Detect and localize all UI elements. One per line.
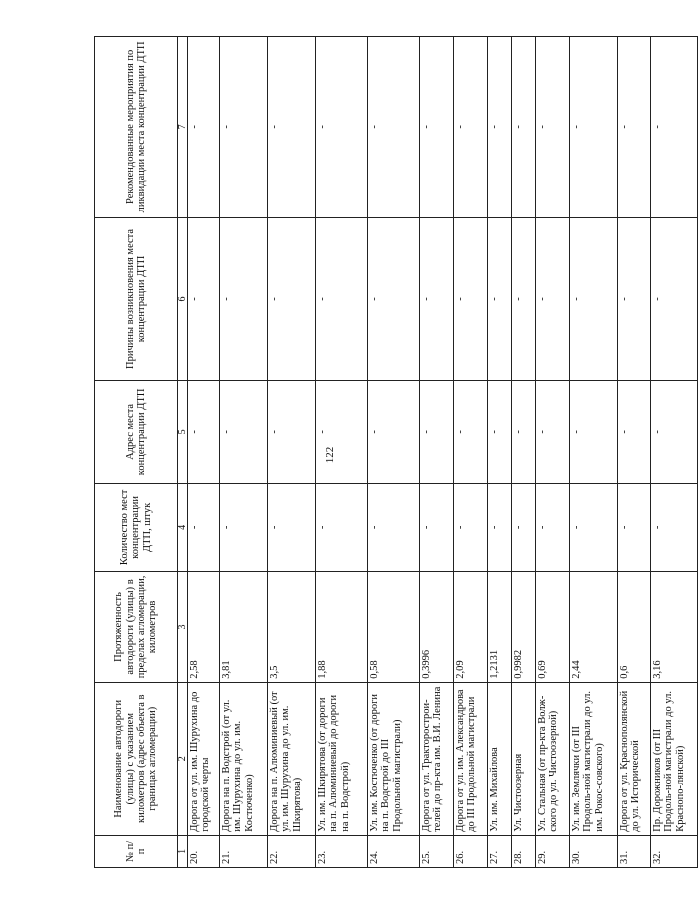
road-name-cell: Дорога от ул. им. Александрова до III Продольной магистрали [454,682,488,835]
accident-causes-cell: - [268,217,316,380]
road-name-cell: Дорога на п. Водстрой (от ул. им. Шурухина до ул. им. Костюченко) [220,682,268,835]
row-number-cell: 20. [188,835,220,867]
header-address: Адрес места концентрации ДТП [95,381,178,483]
table-row [488,37,512,868]
road-name-cell: Дорога от ул. им. Шурухина до городской черты [188,682,220,835]
table-row [651,37,698,868]
accident-count-cell: - [368,483,420,572]
header-number: № п/п [95,835,178,867]
row-number-cell: 24. [368,835,420,867]
table-row [220,37,268,868]
page-number: 122 [324,446,336,464]
accident-count-cell: - [316,483,368,572]
accident-causes-cell: - [368,217,420,380]
accident-count-cell: - [570,483,618,572]
accident-count-cell: - [188,483,220,572]
accident-count-cell: - [420,483,454,572]
accident-address-cell: - [618,381,651,483]
column-number: 7 [178,37,188,218]
road-length-cell: 3,5 [268,572,316,682]
accident-causes-cell: - [188,217,220,380]
accident-causes-cell: - [512,217,536,380]
accident-count-cell: - [651,483,698,572]
row-number-cell: 32. [651,835,698,867]
header-count: Количество мест концентрации ДТП, штук [95,483,178,572]
accident-causes-cell: - [454,217,488,380]
road-name-cell: Пр. Дорожников (от III Продоль-ной магистрали до ул. Краснопо-лянской) [651,682,698,835]
accident-causes-cell: - [618,217,651,380]
road-length-cell: 2,44 [570,572,618,682]
accident-address-cell: - [570,381,618,483]
column-number: 1 [178,835,188,867]
recommended-measures-cell: - [454,37,488,218]
road-name-cell: Ул. им. Костюченко (от дороги на п. Водстрой до III Продольной магистрали) [368,682,420,835]
accident-count-cell: - [488,483,512,572]
accident-causes-cell: - [570,217,618,380]
header-road-name: Наименование автодороги (улицы) с указанием километров (адрес объекта в границах агломерации) [95,682,178,835]
accident-causes-cell: - [220,217,268,380]
recommended-measures-cell: - [368,37,420,218]
recommended-measures-cell: - [570,37,618,218]
accident-count-cell: - [536,483,570,572]
row-number-cell: 25. [420,835,454,867]
column-number: 5 [178,381,188,483]
accident-count-cell: - [618,483,651,572]
column-number: 4 [178,483,188,572]
accident-address-cell: - [368,381,420,483]
road-length-cell: 2,09 [454,572,488,682]
table-row [420,37,454,868]
accident-address-cell: - [454,381,488,483]
accident-address-cell: - [188,381,220,483]
column-number: 6 [178,217,188,380]
accident-address-cell: - [420,381,454,483]
accident-causes-cell: - [316,217,368,380]
recommended-measures-cell: - [618,37,651,218]
recommended-measures-cell: - [512,37,536,218]
road-length-cell: 0,58 [368,572,420,682]
road-length-cell: 1,88 [316,572,368,682]
accident-address-cell: - [512,381,536,483]
road-name-cell: Дорога от ул. Тракторострои-телей до пр-кта им. В.И. Ленина [420,682,454,835]
row-number-cell: 27. [488,835,512,867]
accident-concentration-table [94,36,698,868]
road-length-cell: 0,3996 [420,572,454,682]
road-name-cell: Ул. им. Шкирятова (от дороги на п. Алюминиевый до дороги на п. Водстрой) [316,682,368,835]
road-length-cell: 1,2131 [488,572,512,682]
road-length-cell: 3,16 [651,572,698,682]
accident-causes-cell: - [420,217,454,380]
road-name-cell: Ул. им. Землячки (от III Продоль-ной магистрали до ул. им. Рокос-совского) [570,682,618,835]
accident-causes-cell: - [536,217,570,380]
header-measures: Рекомендованные мероприятия по ликвидации места концентрации ДТП [95,37,178,218]
row-number-cell: 31. [618,835,651,867]
accident-address-cell: - [536,381,570,483]
header-length: Протяженность автодороги (улицы) в пределах агломерации, километров [95,572,178,682]
road-length-cell: 0,6 [618,572,651,682]
accident-count-cell: - [512,483,536,572]
recommended-measures-cell: - [420,37,454,218]
table-row [368,37,420,868]
road-name-cell: Ул. Чистоозерная [512,682,536,835]
recommended-measures-cell: - [188,37,220,218]
recommended-measures-cell: - [651,37,698,218]
accident-address-cell: - [220,381,268,483]
road-name-cell: Дорога на п. Алюминиевый (от ул. им. Шурухина до ул. им. Шкирятова) [268,682,316,835]
road-name-cell: Ул. им. Михайлова [488,682,512,835]
table-row [536,37,570,868]
column-number: 2 [178,682,188,835]
accident-address-cell: - [488,381,512,483]
accident-count-cell: - [454,483,488,572]
row-number-cell: 23. [316,835,368,867]
header-causes: Причины возникновения места концентрации ДТП [95,217,178,380]
accident-address-cell: - [316,381,368,483]
accident-causes-cell: - [488,217,512,380]
row-number-cell: 28. [512,835,536,867]
row-number-cell: 30. [570,835,618,867]
recommended-measures-cell: - [316,37,368,218]
table-row [570,37,618,868]
recommended-measures-cell: - [268,37,316,218]
recommended-measures-cell: - [488,37,512,218]
road-length-cell: 3,81 [220,572,268,682]
header-row [95,37,178,868]
table-row [454,37,488,868]
recommended-measures-cell: - [536,37,570,218]
table-body [188,37,698,868]
road-length-cell: 0,9982 [512,572,536,682]
accident-count-cell: - [220,483,268,572]
road-length-cell: 0,69 [536,572,570,682]
table-row [188,37,220,868]
table-row [316,37,368,868]
accident-count-cell: - [268,483,316,572]
row-number-cell: 29. [536,835,570,867]
road-name-cell: Ул. Стальная (от пр-кта Волж-ского до ул. Чистоозерной) [536,682,570,835]
road-name-cell: Дорога от ул. Краснополянской до ул. Исторической [618,682,651,835]
accident-address-cell: - [268,381,316,483]
road-length-cell: 2,58 [188,572,220,682]
column-number-row [178,37,188,868]
row-number-cell: 26. [454,835,488,867]
table-row [618,37,651,868]
table-row [512,37,536,868]
recommended-measures-cell: - [220,37,268,218]
row-number-cell: 22. [268,835,316,867]
row-number-cell: 21. [220,835,268,867]
accident-address-cell: - [651,381,698,483]
column-number: 3 [178,572,188,682]
accident-causes-cell: - [651,217,698,380]
table-row [268,37,316,868]
rotated-table-container [94,36,686,868]
